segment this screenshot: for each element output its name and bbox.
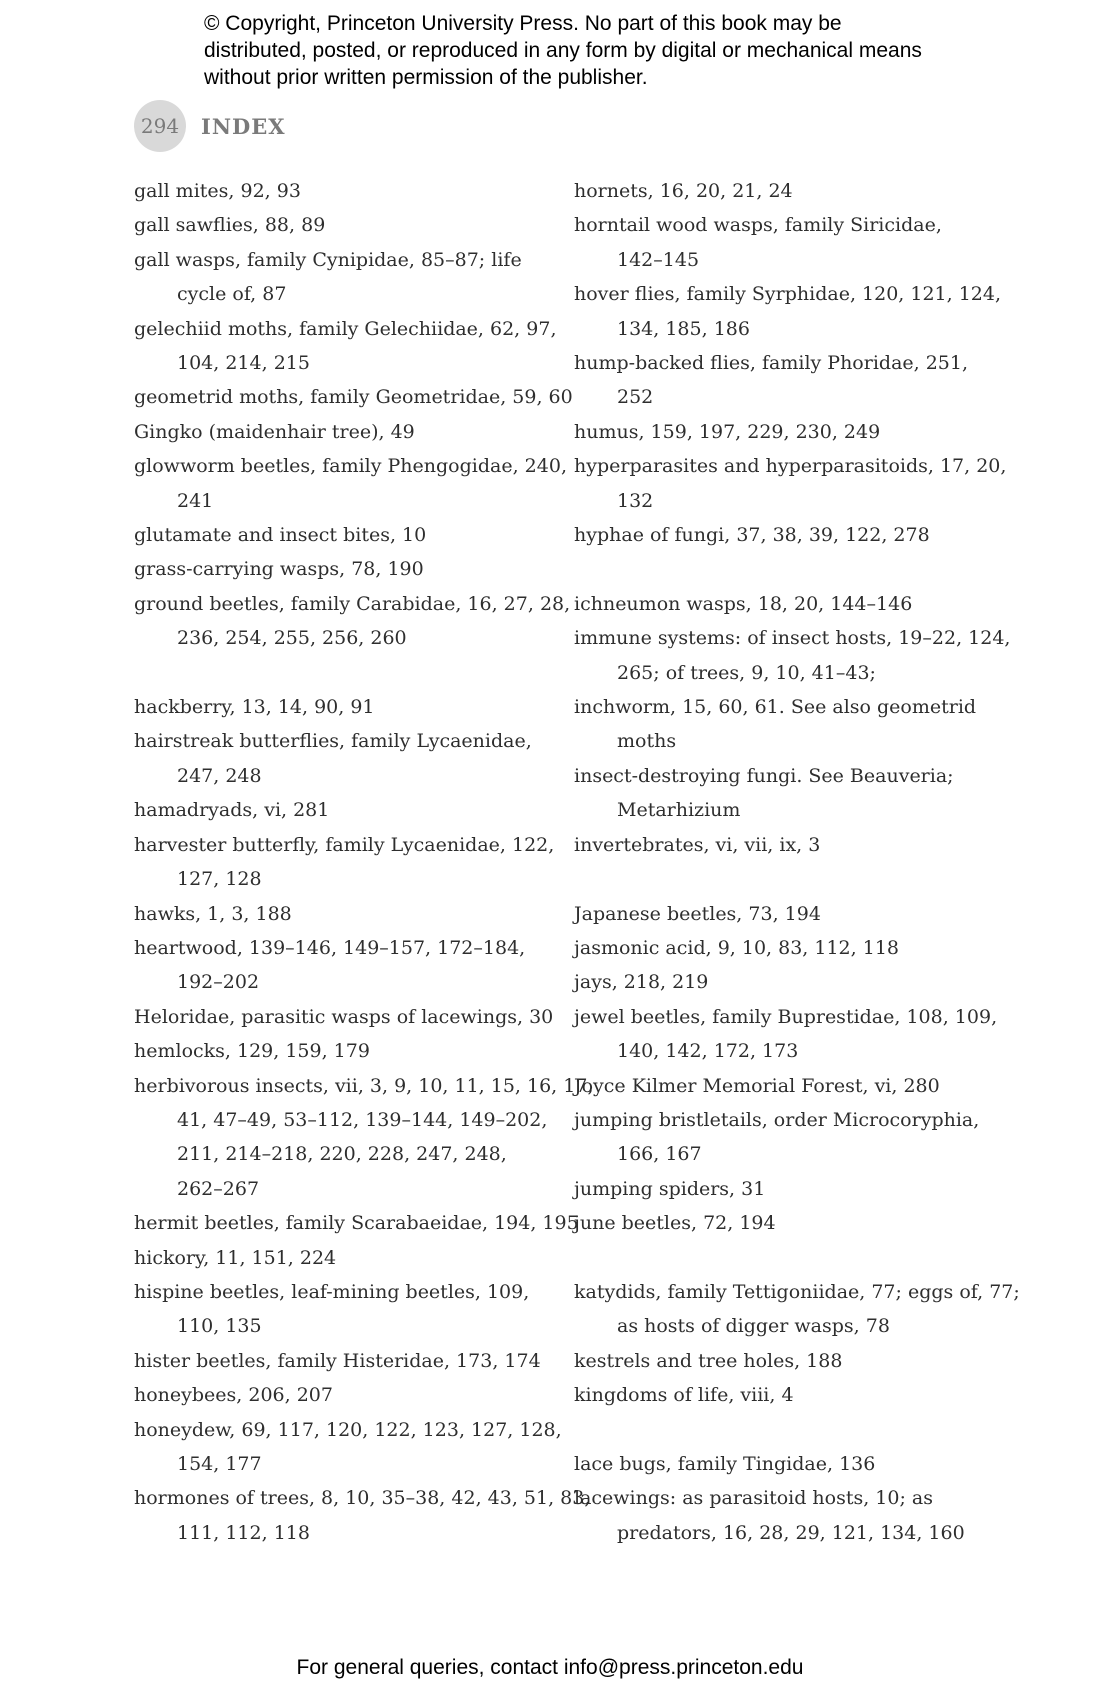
index-entry — [134, 1034, 544, 1068]
index-entry — [574, 1447, 984, 1481]
index-entry — [574, 1206, 984, 1240]
index-entry-line: jumping bristletails, order Microcoryphia, — [574, 1108, 980, 1131]
index-entry-line: hump-backed flies, family Phoridae, 251, — [574, 352, 969, 375]
index-entry-continuation: 134, 185, 186 — [617, 317, 750, 340]
index-entry-line: immune systems: of insect hosts, 19–22, 124, — [574, 627, 1011, 650]
index-entry — [574, 690, 984, 759]
index-entry — [134, 793, 544, 827]
index-entry-line: glowworm beetles, family Phengogidae, 240, — [134, 455, 567, 478]
index-entry-line: hyperparasites and hyperparasitoids, 17, 20, — [574, 455, 1007, 478]
index-entry-line: gall sawflies, 88, 89 — [134, 214, 326, 237]
index-entry — [134, 690, 544, 724]
index-entry-line: horntail wood wasps, family Siricidae, — [574, 214, 942, 237]
index-entry-line: hornets, 16, 20, 21, 24 — [574, 180, 793, 202]
index-entry-line: herbivorous insects, vii, 3, 9, 10, 11, 15, 16, 17, — [134, 1074, 594, 1097]
index-entry-line: katydids, family Tettigoniidae, 77; eggs of, 77; — [574, 1280, 1020, 1303]
index-entry-continuation: 140, 142, 172, 173 — [617, 1040, 799, 1063]
index-entry — [134, 1344, 544, 1378]
index-entry-line: geometrid moths, family Geometridae, 59, 60 — [134, 386, 573, 409]
index-entry-line: gelechiid moths, family Gelechiidae, 62, 97, — [134, 317, 557, 340]
index-entry-line: insect-destroying fungi. See Beauveria; — [574, 764, 954, 787]
index-entry-continuation: 262–267 — [177, 1177, 260, 1200]
index-entry-line: Gingko (maidenhair tree), 49 — [134, 420, 415, 443]
index-entry — [134, 449, 567, 518]
index-entry — [134, 1378, 544, 1412]
index-entry — [574, 1344, 984, 1378]
letter-group-gap — [574, 1241, 984, 1275]
index-entry-continuation: 252 — [617, 386, 654, 409]
index-entry — [134, 587, 571, 656]
index-entry-line: Joyce Kilmer Memorial Forest, vi, 280 — [574, 1074, 940, 1097]
index-entry — [574, 1275, 1020, 1344]
index-entry-line: invertebrates, vi, vii, ix, 3 — [574, 833, 821, 856]
index-entry-line: hamadryads, vi, 281 — [134, 799, 330, 822]
index-entry-continuation: 127, 128 — [177, 868, 262, 891]
index-entry — [574, 828, 984, 862]
index-entry-line: honeydew, 69, 117, 120, 122, 123, 127, 128, — [134, 1418, 562, 1441]
index-entry — [574, 174, 984, 208]
index-entry-line: hermit beetles, family Scarabaeidae, 194, 195 — [134, 1212, 579, 1235]
index-entry — [134, 243, 544, 312]
index-entry-line: hickory, 11, 151, 224 — [134, 1246, 337, 1269]
index-entry-line: hispine beetles, leaf-mining beetles, 109, — [134, 1280, 530, 1303]
index-entry-line: hormones of trees, 8, 10, 35–38, 42, 43, 51, 83, — [134, 1487, 591, 1510]
index-entry-line: jays, 218, 219 — [574, 971, 709, 994]
index-entry-continuation: 104, 214, 215 — [177, 352, 310, 375]
index-entry — [574, 518, 984, 552]
letter-group-gap — [574, 1413, 984, 1447]
index-entry — [134, 1413, 562, 1482]
index-entry — [134, 1206, 579, 1240]
index-entry-line: hister beetles, family Histeridae, 173, 174 — [134, 1349, 541, 1372]
index-entry — [574, 208, 984, 277]
index-entry — [134, 931, 544, 1000]
index-entry-continuation: 192–202 — [177, 971, 260, 994]
index-entry-continuation: cycle of, 87 — [177, 283, 287, 306]
index-entry — [574, 1000, 998, 1069]
index-entry-line: hover flies, family Syrphidae, 120, 121, 124, — [574, 283, 1002, 306]
index-entry-line: glutamate and insect bites, 10 — [134, 524, 427, 547]
index-entry — [134, 208, 544, 242]
index-entry-line: hemlocks, 129, 159, 179 — [134, 1040, 370, 1063]
index-entry-continuation: 166, 167 — [617, 1143, 702, 1166]
index-column-right — [574, 174, 1020, 1550]
letter-group-gap — [134, 656, 544, 690]
index-entry-line: harvester butterfly, family Lycaenidae, 122, — [134, 833, 555, 856]
index-entry-line: jumping spiders, 31 — [574, 1177, 766, 1200]
index-entry — [574, 1481, 984, 1550]
footer-contact: For general queries, contact info@press.princeton.edu — [296, 1656, 804, 1679]
index-entry — [134, 415, 544, 449]
index-entry — [574, 1378, 984, 1412]
index-entry-continuation: Metarhizium — [617, 799, 741, 822]
index-entry-continuation: 241 — [177, 489, 214, 512]
index-entry-continuation: 110, 135 — [177, 1315, 262, 1338]
index-entry-line: Japanese beetles, 73, 194 — [574, 902, 821, 925]
letter-group-gap — [574, 862, 984, 896]
index-entry-line: gall mites, 92, 93 — [134, 180, 301, 202]
index-entry-line: humus, 159, 197, 229, 230, 249 — [574, 420, 881, 443]
index-entry — [134, 1481, 591, 1550]
index-entry-continuation: as hosts of digger wasps, 78 — [617, 1315, 890, 1338]
index-entry — [574, 415, 984, 449]
index-entry — [134, 897, 544, 931]
index-entry — [134, 552, 544, 586]
index-entry — [574, 1103, 984, 1172]
index-entry — [134, 174, 544, 208]
index-entry — [574, 931, 984, 965]
index-entry — [574, 965, 984, 999]
letter-group-gap — [574, 552, 984, 586]
running-head: INDEX — [201, 113, 286, 139]
index-entry-continuation: 111, 112, 118 — [177, 1521, 310, 1544]
index-entry-line: hawks, 1, 3, 188 — [134, 902, 292, 925]
index-entry-line: kestrels and tree holes, 188 — [574, 1349, 843, 1372]
index-entry-line: hyphae of fungi, 37, 38, 39, 122, 278 — [574, 524, 930, 547]
index-entry-continuation: moths — [617, 730, 677, 753]
index-entry — [574, 346, 984, 415]
index-entry-line: gall wasps, family Cynipidae, 85–87; life — [134, 248, 522, 271]
copyright-notice: © Copyright, Princeton University Press. No part of this book may be distributed, posted, or reproduced in any form by digital or mechanical means without prior written permission of the publisher. — [204, 12, 922, 89]
index-entry — [134, 1241, 544, 1275]
index-entry-line: ichneumon wasps, 18, 20, 144–146 — [574, 592, 913, 615]
index-entry — [134, 1275, 544, 1344]
index-entry — [574, 449, 1007, 518]
index-entry — [574, 277, 1002, 346]
index-entry-continuation: 142–145 — [617, 248, 700, 271]
index-entry — [134, 828, 555, 897]
index-entry-continuation: 265; of trees, 9, 10, 41–43; — [617, 661, 876, 684]
index-entry-line: grass-carrying wasps, 78, 190 — [134, 558, 424, 581]
page-header — [134, 100, 286, 152]
index-entry-line: Heloridae, parasitic wasps of lacewings, 30 — [134, 1005, 554, 1028]
index-entry — [574, 621, 1011, 690]
index-entry-continuation: 247, 248 — [177, 764, 262, 787]
index-entry-line: ground beetles, family Carabidae, 16, 27, 28, — [134, 592, 571, 615]
index-entry-line: heartwood, 139–146, 149–157, 172–184, — [134, 936, 526, 959]
index-entry-line: lace bugs, family Tingidae, 136 — [574, 1452, 876, 1475]
index-entry-line: lacewings: as parasitoid hosts, 10; as — [574, 1487, 934, 1510]
index-entry-line: hairstreak butterflies, family Lycaenidae, — [134, 730, 532, 753]
index-entry — [574, 897, 984, 931]
index-entry-continuation: 41, 47–49, 53–112, 139–144, 149–202, — [177, 1108, 548, 1131]
index-entry-line: hackberry, 13, 14, 90, 91 — [134, 696, 375, 719]
index-entry — [134, 312, 557, 381]
index-entry-line: inchworm, 15, 60, 61. See also geometrid — [574, 696, 977, 719]
index-entry — [574, 1172, 984, 1206]
index-entry — [134, 518, 544, 552]
index-entry — [574, 587, 984, 621]
page-number: 294 — [134, 100, 186, 152]
index-entry — [574, 759, 984, 828]
index-entry — [134, 380, 573, 414]
index-column-left — [134, 174, 594, 1550]
index-entry-line: kingdoms of life, viii, 4 — [574, 1384, 794, 1407]
index-entry-continuation: predators, 16, 28, 29, 121, 134, 160 — [617, 1521, 965, 1544]
index-entry-continuation: 154, 177 — [177, 1453, 262, 1476]
index-entry — [574, 1069, 984, 1103]
index-entry-continuation: 236, 254, 255, 256, 260 — [177, 627, 407, 650]
index-entry-continuation: 211, 214–218, 220, 228, 247, 248, — [177, 1143, 507, 1166]
index-entry-line: jewel beetles, family Buprestidae, 108, 109, — [574, 1005, 998, 1028]
index-entry-line: june beetles, 72, 194 — [574, 1212, 776, 1235]
index-entry-line: honeybees, 206, 207 — [134, 1384, 333, 1407]
index-entry-line: jasmonic acid, 9, 10, 83, 112, 118 — [574, 936, 899, 959]
index-entry — [134, 1000, 554, 1034]
index-entry — [134, 1069, 594, 1207]
index-entry-continuation: 132 — [617, 489, 654, 512]
index-entry — [134, 724, 544, 793]
